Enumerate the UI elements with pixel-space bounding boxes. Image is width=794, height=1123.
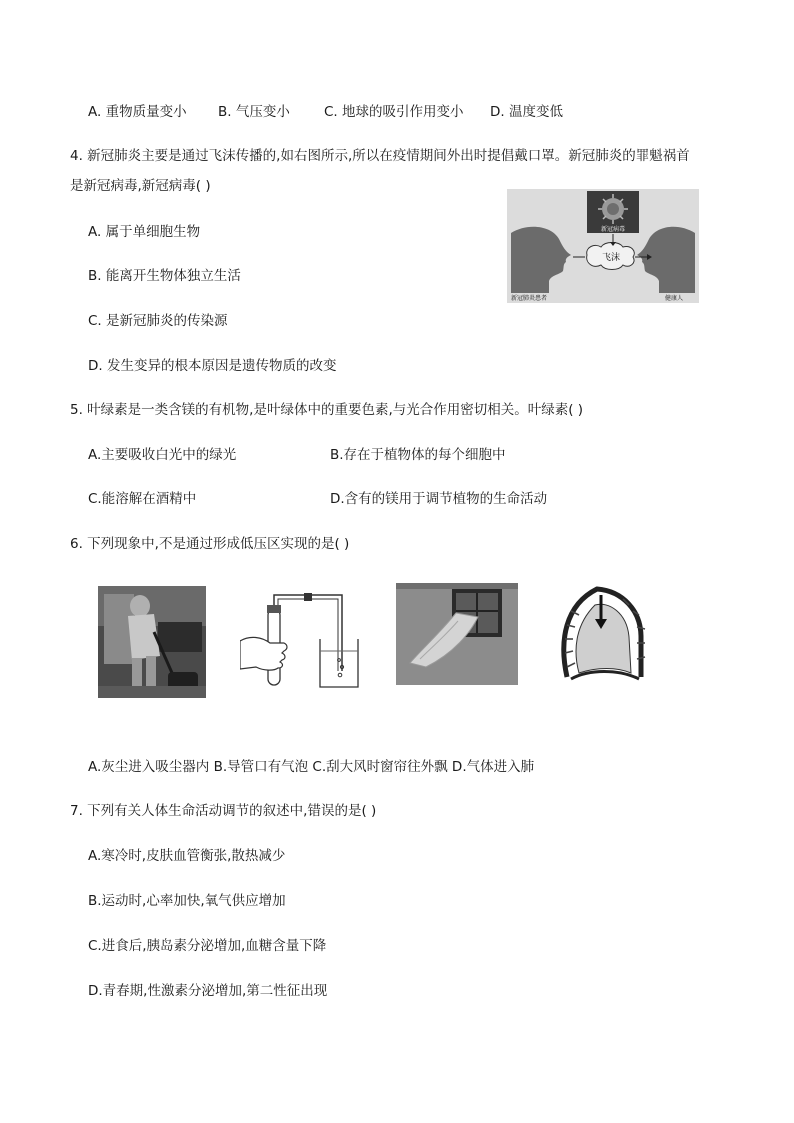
healthy-label: 健康人: [665, 295, 684, 302]
q5-option-a: A.主要吸收白光中的绿光: [88, 447, 237, 463]
q5-option-d: D.含有的镁用于调节植物的生命活动: [330, 491, 548, 507]
q7-option-d: D.青春期,性激素分泌增加,第二性征出现: [88, 983, 328, 999]
q4-option-b: B. 能离开生物体独立生活: [88, 268, 241, 284]
q4-option-d: D. 发生变异的根本原因是遗传物质的改变: [88, 358, 337, 374]
q7-option-b: B.运动时,心率加快,氧气供应增加: [88, 893, 286, 909]
q6-stem: 6. 下列现象中,不是通过形成低压区实现的是( ): [70, 536, 350, 552]
test-tube-bubbles-figure: [240, 587, 362, 694]
q3-option-a: A. 重物质量变小: [88, 104, 187, 120]
q6-options: A.灰尘进入吸尘器内 B.导管口有气泡 C.刮大风时窗帘往外飘 D.气体进入肺: [88, 759, 535, 775]
q4-stem-line1: 4. 新冠肺炎主要是通过飞沫传播的,如右图所示,所以在疫情期间外出时提倡戴口罩。新冠肺炎的罪魁祸首: [70, 148, 690, 164]
virus-label: 新冠病毒: [600, 226, 626, 233]
q3-option-c: C. 地球的吸引作用变小: [324, 104, 464, 120]
q7-option-a: A.寒冷时,皮肤血管衡张,散热减少: [88, 848, 286, 864]
q5-option-c: C.能溶解在酒精中: [88, 491, 197, 507]
window-curtain-photo: [396, 583, 518, 685]
patient-label: 新冠肺炎患者: [511, 295, 548, 302]
q4-option-c: C. 是新冠肺炎的传染源: [88, 313, 228, 329]
droplet-label: 飞沫: [601, 253, 621, 263]
q7-stem: 7. 下列有关人体生命活动调节的叙述中,错误的是( ): [70, 803, 377, 819]
q5-stem: 5. 叶绿素是一类含镁的有机物,是叶绿体中的重要色素,与光合作用密切相关。叶绿素( ): [70, 402, 584, 418]
vacuum-cleaner-photo: [98, 586, 206, 698]
q4-option-a: A. 属于单细胞生物: [88, 224, 201, 240]
lung-breathing-diagram: [557, 581, 647, 687]
droplet-transmission-figure: [507, 189, 699, 303]
q4-stem-line2: 是新冠病毒,新冠病毒( ): [70, 178, 211, 194]
q5-option-b: B.存在于植物体的每个细胞中: [330, 447, 506, 463]
q3-option-d: D. 温度变低: [490, 104, 563, 120]
q7-option-c: C.进食后,胰岛素分泌增加,血糖含量下降: [88, 938, 327, 954]
q3-option-b: B. 气压变小: [218, 104, 290, 120]
